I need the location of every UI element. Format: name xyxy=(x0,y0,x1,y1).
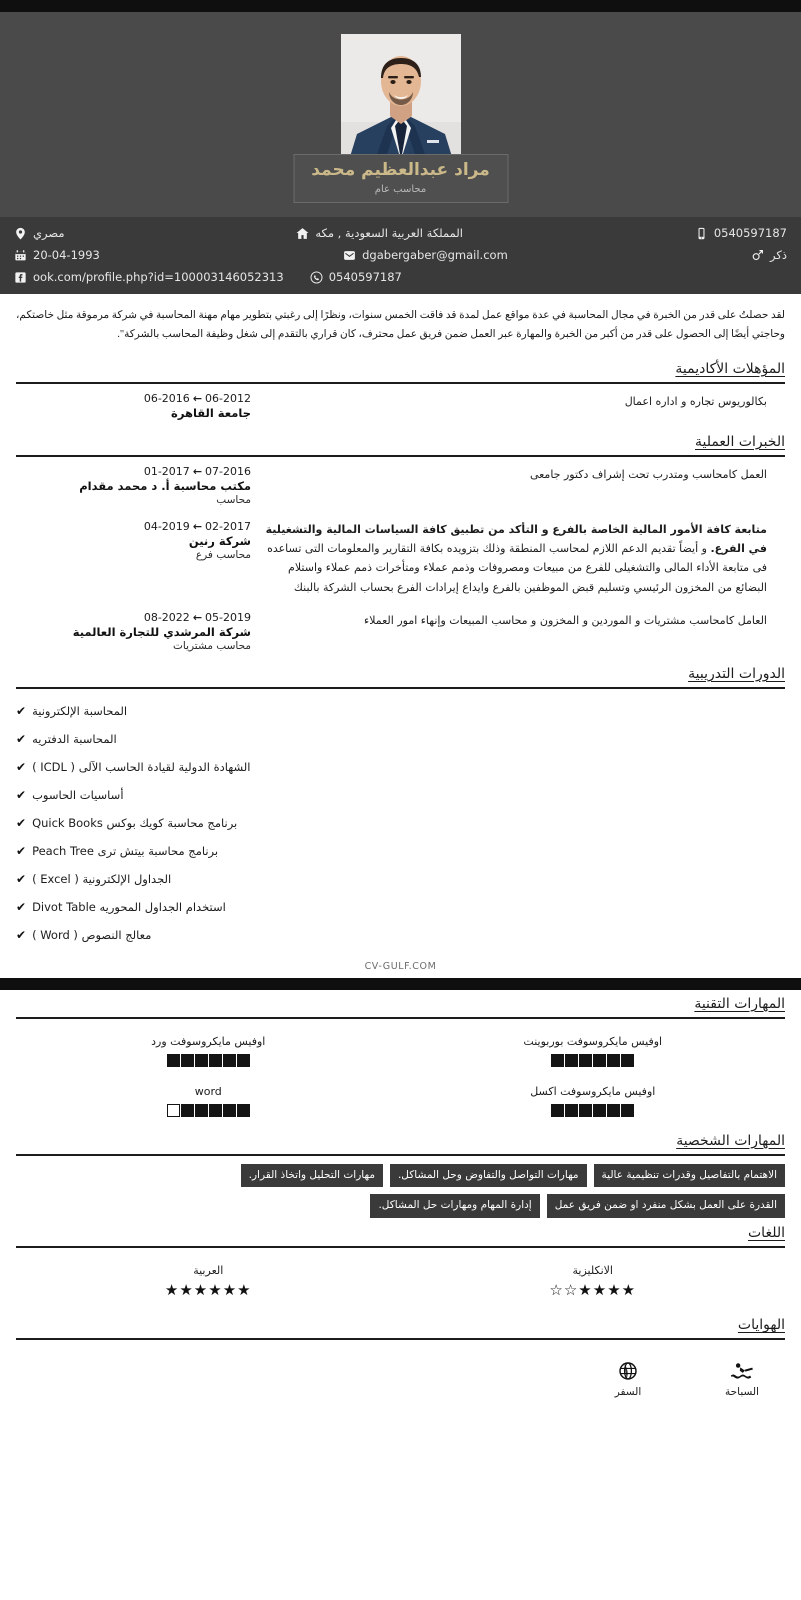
course-label: برنامج محاسبة كويك بوكس Quick Books xyxy=(32,815,238,830)
page-break-bar xyxy=(0,978,801,990)
language-grid xyxy=(16,1256,785,1311)
contact-bar xyxy=(0,217,801,294)
list-item xyxy=(16,781,785,809)
tech-skill-item xyxy=(16,1077,401,1127)
tech-skill-label: اوفيس مايكروسوفت ورد xyxy=(151,1034,266,1048)
tech-skill-item xyxy=(401,1077,786,1127)
nameplate xyxy=(293,154,508,203)
check-icon: ✔ xyxy=(16,759,27,774)
language-item xyxy=(401,1256,786,1311)
cv-header xyxy=(0,12,801,217)
job-title: محاسب عام xyxy=(374,183,427,195)
rating-square-filled xyxy=(237,1104,250,1117)
check-icon: ✔ xyxy=(16,899,27,914)
course-label: أساسيات الحاسوب xyxy=(32,787,124,802)
experience-description: العمل كامحاسب ومتدرب تحت إشراف دكتور جامعى xyxy=(529,467,767,481)
rating-square-filled xyxy=(167,1054,180,1067)
full-name: مراد عبدالعظيم محمد xyxy=(311,160,490,180)
section-divider xyxy=(16,687,785,689)
check-icon: ✔ xyxy=(16,731,27,746)
experience-role: محاسب xyxy=(216,493,251,506)
education-dates: 06-2016 ← 06-2012 xyxy=(143,391,251,405)
check-icon: ✔ xyxy=(16,703,27,718)
section-title-tech-skills: المهارات التقنية xyxy=(694,995,785,1012)
experience-description: العامل كامحاسب مشتريات و الموردين و المخزون و محاسب المبيعات وإنهاء امور العملاء xyxy=(364,613,767,627)
contact-row-3 xyxy=(14,270,787,284)
contact-facebook[interactable] xyxy=(14,270,284,284)
check-icon: ✔ xyxy=(16,843,27,858)
rating-square-filled xyxy=(223,1104,236,1117)
experience-description xyxy=(251,520,785,597)
contact-nationality xyxy=(14,226,64,240)
language-rating: ☆☆★★★★ xyxy=(549,1281,637,1300)
section-hobbies xyxy=(16,1317,785,1414)
experience-description-rest: و أيضاً تقديم الدعم اللازم لمحاسب المنطقة وذلك بتزويده بكافة التقارير والمعلومات التى تساعده فى متابعة الأداء المالى والتشغيلى للفرع من مبيعات ومصروفات وذمم عملاء ومتأخرات ذمم عملاء واستلام البضائع من المخزون الرئيسي وتسليم قبض الموظفين بالفرع وايداع إيرادات الفرع بحساب الشركة بالبنك xyxy=(267,542,767,594)
tech-skill-label: اوفيس مايكروسوفت اكسل xyxy=(530,1084,656,1098)
experience-dates: 01-2017 ← 07-2016 xyxy=(143,464,251,478)
experience-description-highlight: متابعة كافة الأمور المالية الخاصة بالفرع و التأكد من تطبيق كافة السياسات المالية والتشغيلية في الفرع. xyxy=(265,522,767,556)
experience-entry xyxy=(16,465,785,506)
experience-role: محاسب فرع xyxy=(195,548,251,561)
tech-skill-label: اوفيس مايكروسوفت بوربوينت xyxy=(523,1034,663,1048)
list-item xyxy=(16,809,785,837)
tech-skill-rating xyxy=(16,1104,401,1117)
section-divider xyxy=(16,1246,785,1248)
section-education xyxy=(16,361,785,420)
contact-email-value: dgabergaber@gmail.com xyxy=(362,248,508,262)
rating-square-filled xyxy=(223,1054,236,1067)
list-item xyxy=(16,753,785,781)
personal-skill-tags xyxy=(16,1164,785,1218)
experience-org: شركة رنين xyxy=(188,533,251,548)
contact-gender-value: ذكر xyxy=(770,248,787,262)
section-experience xyxy=(16,434,785,652)
rating-square-filled xyxy=(565,1054,578,1067)
tech-skill-item xyxy=(16,1027,401,1077)
contact-email[interactable] xyxy=(343,248,508,262)
contact-row-1 xyxy=(14,226,787,240)
section-divider xyxy=(16,1154,785,1156)
whatsapp-icon xyxy=(310,271,323,284)
status-badge: مهارات التواصل والتفاوض وحل المشاكل. xyxy=(390,1164,587,1188)
section-title-courses: الدورات التدريبية xyxy=(688,665,785,682)
experience-org: شركة المرشدي للتجارة العالمية xyxy=(72,624,251,639)
contact-facebook-value: ook.com/profile.php?id=100003146052313 xyxy=(33,270,284,284)
watermark: CV-GULF.COM xyxy=(364,960,437,972)
section-title-hobbies: الهوايات xyxy=(737,1317,785,1334)
rating-square-filled xyxy=(621,1054,634,1067)
travel-icon xyxy=(591,1360,665,1382)
experience-entry xyxy=(16,520,785,597)
tech-skill-item xyxy=(401,1027,786,1077)
contact-birthdate xyxy=(14,248,100,262)
status-badge: إدارة المهام ومهارات حل المشاكل. xyxy=(370,1194,539,1218)
section-divider xyxy=(16,455,785,457)
section-title-personal-skills: المهارات الشخصية xyxy=(676,1132,785,1149)
rating-square-filled xyxy=(593,1104,606,1117)
contact-whatsapp[interactable] xyxy=(310,270,402,284)
rating-square-filled xyxy=(195,1054,208,1067)
experience-dates: 04-2019 ← 02-2017 xyxy=(143,519,251,533)
tech-skill-rating xyxy=(401,1054,786,1067)
section-divider xyxy=(16,382,785,384)
contact-nationality-value: مصري xyxy=(33,226,65,240)
education-description: بكالوريوس تجاره و اداره اعمال xyxy=(624,394,767,408)
gender-icon xyxy=(751,249,764,262)
arrow-icon: ← xyxy=(192,391,203,405)
experience-entry xyxy=(16,611,785,652)
arrow-icon: ← xyxy=(192,519,203,533)
section-personal-skills xyxy=(16,1133,785,1218)
language-item xyxy=(16,1256,401,1311)
hobby-label: السفر xyxy=(614,1386,642,1399)
course-list xyxy=(16,697,785,949)
rating-square-filled xyxy=(551,1104,564,1117)
hobby-label: السباحة xyxy=(725,1386,759,1399)
course-label: معالج النصوص ( Word ) xyxy=(32,927,152,942)
experience-role: محاسب مشتريات xyxy=(172,639,251,652)
language-rating: ★★★★★★ xyxy=(164,1281,252,1300)
rating-square-filled xyxy=(195,1104,208,1117)
section-courses xyxy=(16,666,785,949)
rating-square-filled xyxy=(209,1104,222,1117)
contact-address-value: المملكة العربية السعودية , مكه xyxy=(315,226,463,240)
rating-square-filled xyxy=(209,1054,222,1067)
education-entry xyxy=(16,392,785,420)
education-org: جامعة القاهرة xyxy=(171,405,251,420)
rating-square-filled xyxy=(607,1054,620,1067)
section-title-education: المؤهلات الأكاديمية xyxy=(675,360,785,377)
hobby-item xyxy=(705,1360,779,1398)
rating-square-filled xyxy=(579,1104,592,1117)
rating-square-filled xyxy=(551,1054,564,1067)
personal-skill-row xyxy=(16,1164,785,1188)
rating-square-filled xyxy=(621,1104,634,1117)
contact-gender xyxy=(751,248,787,262)
language-label: الانكليزية xyxy=(572,1264,613,1278)
status-badge: مهارات التحليل واتخاذ القرار. xyxy=(241,1164,383,1188)
tech-skill-label: word xyxy=(194,1084,222,1098)
contact-address xyxy=(296,226,463,240)
calendar-icon xyxy=(14,249,27,262)
tech-skill-rating xyxy=(401,1104,786,1117)
rating-square-filled xyxy=(593,1054,606,1067)
check-icon: ✔ xyxy=(16,927,27,942)
contact-row-2 xyxy=(14,248,787,262)
experience-org: مكتب محاسبة أ. د محمد مقدام xyxy=(79,478,251,493)
rating-square-filled xyxy=(181,1104,194,1117)
email-icon xyxy=(343,249,356,262)
course-label: الجداول الإلكترونية ( Excel ) xyxy=(32,871,172,886)
section-title-languages: اللغات xyxy=(748,1225,785,1242)
arrow-icon: ← xyxy=(192,610,203,624)
status-badge: القدرة على العمل بشكل منفرد او ضمن فريق عمل xyxy=(547,1194,785,1218)
course-label: المحاسبة الإلكترونية xyxy=(32,703,128,718)
arrow-icon: ← xyxy=(192,464,203,478)
rating-square-empty xyxy=(167,1104,180,1117)
rating-square-filled xyxy=(565,1104,578,1117)
list-item xyxy=(16,893,785,921)
list-item xyxy=(16,865,785,893)
experience-dates: 08-2022 ← 05-2019 xyxy=(143,610,251,624)
contact-whatsapp-value: 0540597187 xyxy=(328,270,402,284)
home-icon xyxy=(296,227,309,240)
check-icon: ✔ xyxy=(16,871,27,886)
rating-square-filled xyxy=(237,1054,250,1067)
section-divider xyxy=(16,1338,785,1340)
rating-square-filled xyxy=(579,1054,592,1067)
profile-photo xyxy=(341,34,461,160)
top-black-bar xyxy=(0,0,801,12)
course-label: استخدام الجداول المحوريه Divot Table xyxy=(32,899,226,914)
status-badge: الاهتمام بالتفاصيل وقدرات تنظيمية عالية xyxy=(594,1164,785,1188)
section-divider xyxy=(16,1017,785,1019)
contact-phone[interactable] xyxy=(695,226,787,240)
swimming-icon xyxy=(705,1360,779,1382)
section-title-experience: الخبرات العملية xyxy=(694,433,785,450)
cv-body xyxy=(0,294,801,1414)
section-tech-skills xyxy=(16,996,785,1127)
profile-summary: لقد حصلتُ على قدر من الخبرة في مجال المحاسبة في عدة مواقع عمل لمدة قد فاقت الخمس سنوات، ونظرًا إلى رغبتي بتطوير مهام مهنة المحاسبة في شركة مرموقة مثل خاصتكم، وحاجتي أيضًا إلى الحصول على قدر من أكبر من الخبرة والمهارة عبر العمل ضمن فريق عمل محترف، كان قراري بالتقدم إلى شغل وظيفة المحاسب بالشركة". xyxy=(16,310,785,341)
course-label: الشهادة الدولية لقيادة الحاسب الآلى ( ICDL ) xyxy=(32,759,251,774)
hobby-list xyxy=(16,1348,785,1414)
list-item xyxy=(16,837,785,865)
tech-skill-grid xyxy=(16,1027,785,1127)
tech-skill-rating xyxy=(16,1054,401,1067)
hobby-item xyxy=(591,1360,665,1398)
list-item xyxy=(16,921,785,949)
check-icon: ✔ xyxy=(16,815,27,830)
list-item xyxy=(16,697,785,725)
check-icon: ✔ xyxy=(16,787,27,802)
location-pin-icon xyxy=(14,227,27,240)
course-label: المحاسبة الدفتريه xyxy=(32,731,117,746)
rating-square-filled xyxy=(607,1104,620,1117)
list-item xyxy=(16,725,785,753)
contact-phone-value: 0540597187 xyxy=(713,226,787,240)
facebook-icon xyxy=(14,271,27,284)
rating-square-filled xyxy=(181,1054,194,1067)
mobile-phone-icon xyxy=(695,227,708,240)
personal-skill-row xyxy=(16,1194,785,1218)
section-languages xyxy=(16,1225,785,1311)
language-label: العربية xyxy=(193,1264,224,1278)
course-label: برنامج محاسبة بيتش ترى Peach Tree xyxy=(32,843,219,858)
contact-birthdate-value: 20-04-1993 xyxy=(33,248,100,262)
